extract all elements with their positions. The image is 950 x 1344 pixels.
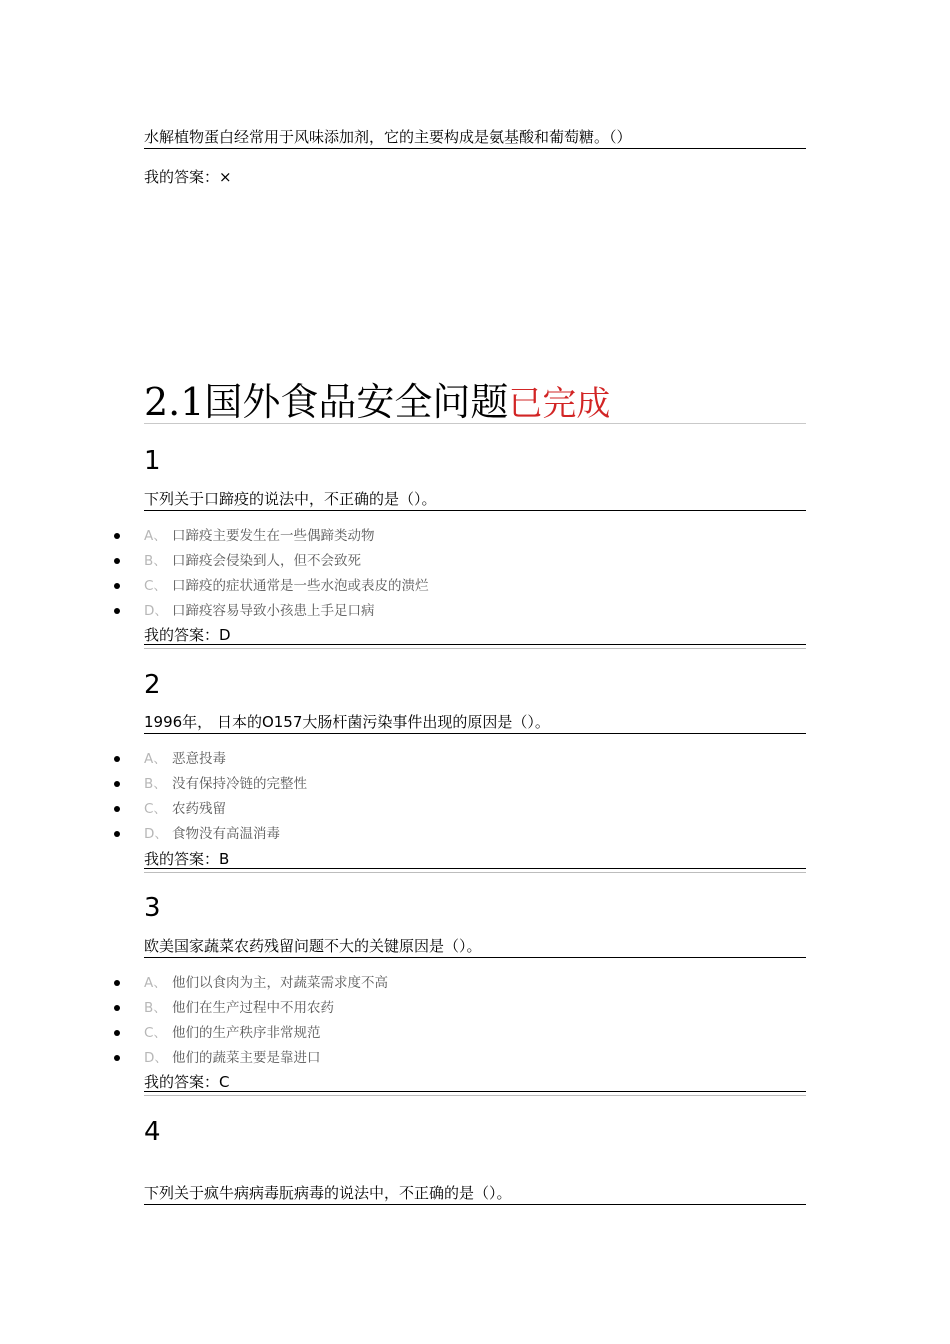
- bullet-icon: [114, 806, 120, 812]
- option-text: 他们在生产过程中不用农药: [172, 1000, 334, 1016]
- option-letter: C、: [144, 1025, 167, 1041]
- option-text: 农药残留: [172, 801, 226, 817]
- option-letter: C、: [144, 578, 167, 594]
- question-text: 下列关于口蹄疫的说法中，不正确的是（）。: [144, 489, 806, 511]
- question-text: 下列关于疯牛病病毒朊病毒的说法中，不正确的是（）。: [144, 1183, 806, 1205]
- option-text: 他们的蔬菜主要是靠进口: [172, 1050, 321, 1066]
- bullet-icon: [114, 756, 120, 762]
- section-title: [144, 378, 806, 424]
- my-answer: 我的答案：D: [144, 626, 806, 645]
- option-d[interactable]: [0, 824, 700, 844]
- option-letter: D、: [144, 826, 168, 842]
- bullet-icon: [114, 1005, 120, 1011]
- option-b[interactable]: [0, 998, 700, 1018]
- option-text: 口蹄疫会侵染到人，但不会致死: [172, 553, 361, 569]
- option-letter: D、: [144, 1050, 168, 1066]
- option-letter: A、: [144, 975, 167, 991]
- option-letter: A、: [144, 751, 167, 767]
- my-answer: 我的答案：B: [144, 850, 806, 869]
- option-text: 口蹄疫容易导致小孩患上手足口病: [172, 603, 375, 619]
- question-text: 1996年， 日本的O157大肠杆菌污染事件出现的原因是（）。: [144, 712, 806, 734]
- bullet-icon: [114, 1055, 120, 1061]
- option-letter: D、: [144, 603, 168, 619]
- option-b[interactable]: [0, 551, 700, 571]
- option-a[interactable]: [0, 526, 700, 546]
- question-number: 4: [144, 1117, 161, 1147]
- option-c[interactable]: [0, 576, 700, 596]
- intro-question-text: 水解植物蛋白经常用于风味添加剂，它的主要构成是氨基酸和葡萄糖。（）: [144, 127, 806, 149]
- option-b[interactable]: [0, 774, 700, 794]
- option-text: 他们的生产秩序非常规范: [172, 1025, 321, 1041]
- option-a[interactable]: [0, 749, 700, 769]
- bullet-icon: [114, 980, 120, 986]
- bullet-icon: [114, 1030, 120, 1036]
- option-text: 没有保持冷链的完整性: [172, 776, 307, 792]
- option-c[interactable]: [0, 1023, 700, 1043]
- bullet-icon: [114, 558, 120, 564]
- section-title-text: 2.1国外食品安全问题: [144, 380, 509, 424]
- question-number: 2: [144, 670, 161, 700]
- option-letter: B、: [144, 553, 167, 569]
- bullet-icon: [114, 533, 120, 539]
- intro-answer-value: ×: [219, 168, 232, 186]
- option-letter: B、: [144, 776, 167, 792]
- option-c[interactable]: [0, 799, 700, 819]
- option-text: 恶意投毒: [172, 751, 226, 767]
- bullet-icon: [114, 781, 120, 787]
- bullet-icon: [114, 608, 120, 614]
- bullet-icon: [114, 583, 120, 589]
- option-a[interactable]: [0, 973, 700, 993]
- section-status: 已完成: [508, 384, 611, 424]
- bullet-icon: [114, 831, 120, 837]
- option-text: 口蹄疫主要发生在一些偶蹄类动物: [172, 528, 375, 544]
- option-letter: C、: [144, 801, 167, 817]
- my-answer: 我的答案：C: [144, 1073, 806, 1092]
- option-d[interactable]: [0, 601, 700, 621]
- intro-answer: [144, 167, 232, 187]
- option-letter: B、: [144, 1000, 167, 1016]
- option-text: 他们以食肉为主，对蔬菜需求度不高: [172, 975, 388, 991]
- question-text: 欧美国家蔬菜农药残留问题不大的关键原因是（）。: [144, 936, 806, 958]
- option-text: 食物没有高温消毒: [172, 826, 280, 842]
- option-letter: A、: [144, 528, 167, 544]
- option-d[interactable]: [0, 1048, 700, 1068]
- intro-answer-label: 我的答案：: [144, 168, 220, 186]
- question-number: 3: [144, 893, 161, 923]
- question-number: 1: [144, 446, 161, 476]
- option-text: 口蹄疫的症状通常是一些水泡或表皮的溃烂: [172, 578, 429, 594]
